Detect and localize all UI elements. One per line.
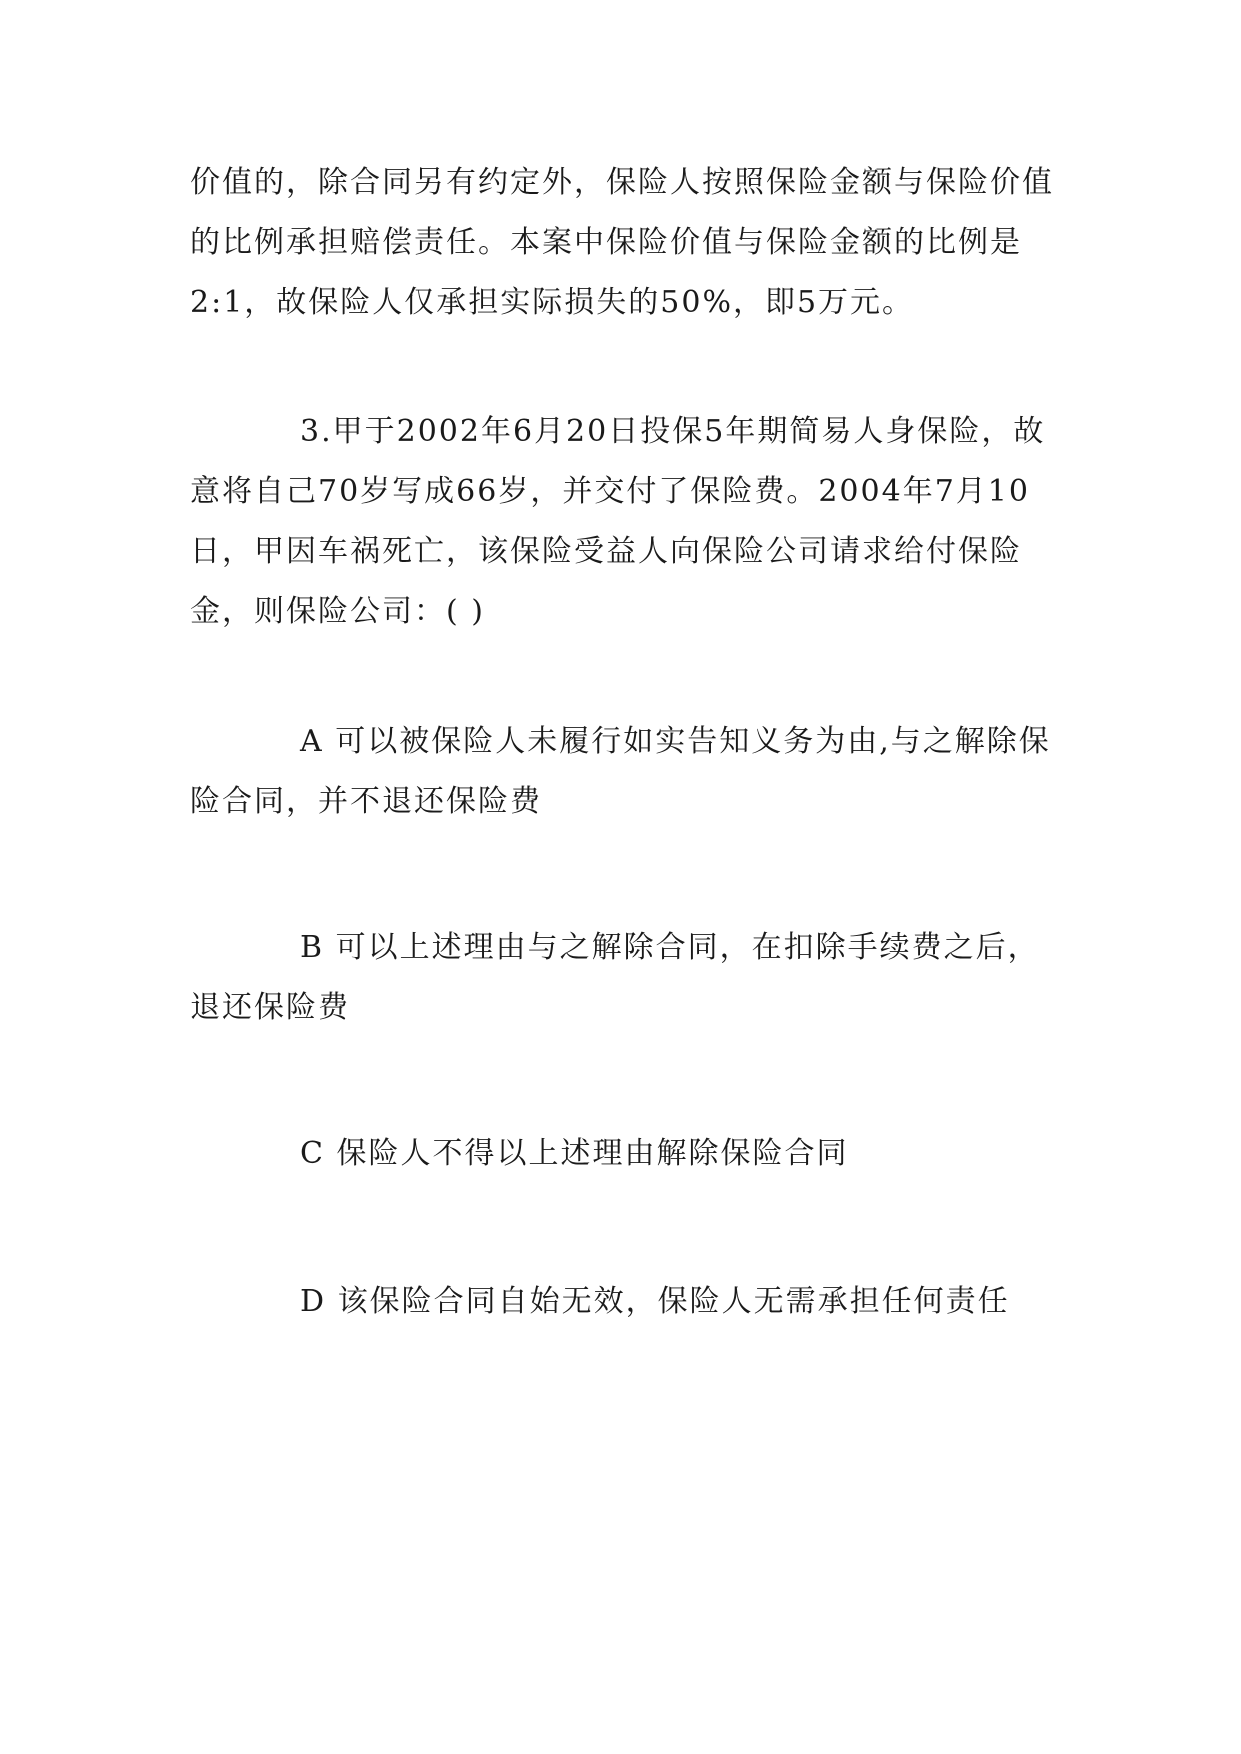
option-c-text: C 保险人不得以上述理由解除保险合同 <box>300 1136 849 1171</box>
paragraph-continuation: 价值的，除合同另有约定外，保险人按照保险金额与保险价值的比例承担赔偿责任。本案中保险价值与保险金额的比例是2:1，故保险人仅承担实际损失的50%，即5万元。 <box>190 165 1054 320</box>
option-b-text: B 可以上述理由与之解除合同，在扣除手续费之后，退还保险费 <box>190 930 1040 1025</box>
option-d-text: D 该保险合同自始无效，保险人无需承担任何责任 <box>300 1284 1010 1319</box>
option-a-text: A 可以被保险人未履行如实告知义务为由,与之解除保险合同，并不退还保险费 <box>190 724 1051 819</box>
question-3-text: 3.甲于2002年6月20日投保5年期简易人身保险，故意将自己70岁写成66岁，并交付了保险费。2004年7月10日，甲因车祸死亡，该保险受益人向保险公司请求给付保险金，则保险公司：( ) <box>190 414 1046 629</box>
